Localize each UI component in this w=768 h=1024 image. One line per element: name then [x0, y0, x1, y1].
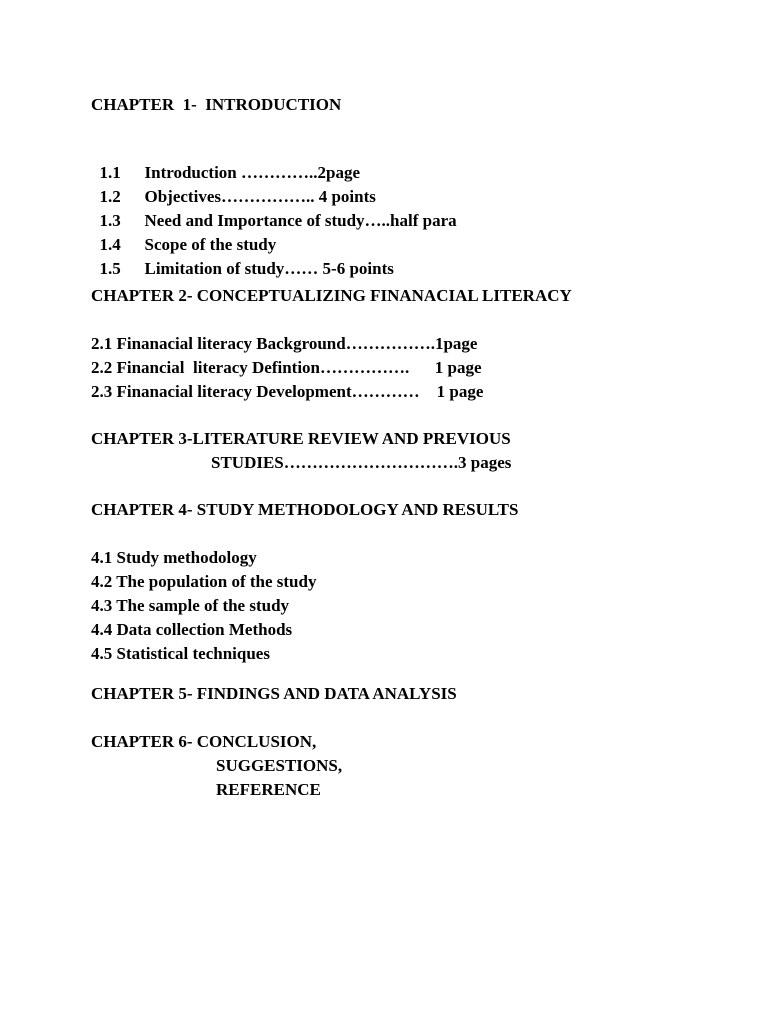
chapter-5-heading: CHAPTER 5- FINDINGS AND DATA ANALYSIS: [91, 684, 457, 703]
toc-item-4-1: 4.1 Study methodology: [91, 548, 257, 567]
toc-item-number: 1.4: [99, 235, 121, 254]
toc-item-4-4: 4.4 Data collection Methods: [91, 620, 293, 639]
toc-item-1-5: [91, 239, 394, 279]
chapter-6-heading-line-2: SUGGESTIONS,: [216, 756, 343, 775]
toc-item-text: Scope of the study: [144, 235, 277, 254]
toc-item-number: 1.3: [99, 211, 121, 230]
toc-item-4-5: 4.5 Statistical techniques: [91, 644, 270, 663]
chapter-1-heading: CHAPTER 1- INTRODUCTION: [91, 95, 342, 114]
toc-item-4-3: 4.3 The sample of the study: [91, 596, 290, 615]
toc-item-number: 1.1: [99, 163, 121, 182]
toc-item-2-1: 2.1 Finanacial literacy Background…………….1page: [91, 334, 478, 353]
toc-item-number: 1.5: [99, 259, 121, 278]
toc-item-text: Introduction …………..2page: [144, 163, 361, 182]
toc-item-text: Need and Importance of study…..half para: [144, 211, 457, 230]
chapter-6-heading: CHAPTER 6- CONCLUSION,: [91, 732, 317, 751]
toc-item-text: Limitation of study…… 5-6 points: [144, 259, 394, 278]
toc-item-4-2: 4.2 The population of the study: [91, 572, 317, 591]
toc-item-number: 1.2: [99, 187, 121, 206]
chapter-3-heading: CHAPTER 3-LITERATURE REVIEW AND PREVIOUS: [91, 429, 511, 448]
chapter-4-heading: CHAPTER 4- STUDY METHODOLOGY AND RESULTS: [91, 500, 519, 519]
chapter-3-heading-continued: STUDIES………………………….3 pages: [211, 453, 512, 472]
toc-item-2-2: 2.2 Financial literacy Defintion……………. 1 page: [91, 358, 482, 377]
toc-item-text: Objectives…………….. 4 points: [144, 187, 376, 206]
toc-item-2-3: 2.3 Finanacial literacy Development………… 1 page: [91, 382, 484, 401]
chapter-2-heading: CHAPTER 2- CONCEPTUALIZING FINANACIAL LITERACY: [91, 286, 572, 305]
chapter-6-heading-line-3: REFERENCE: [216, 780, 321, 799]
